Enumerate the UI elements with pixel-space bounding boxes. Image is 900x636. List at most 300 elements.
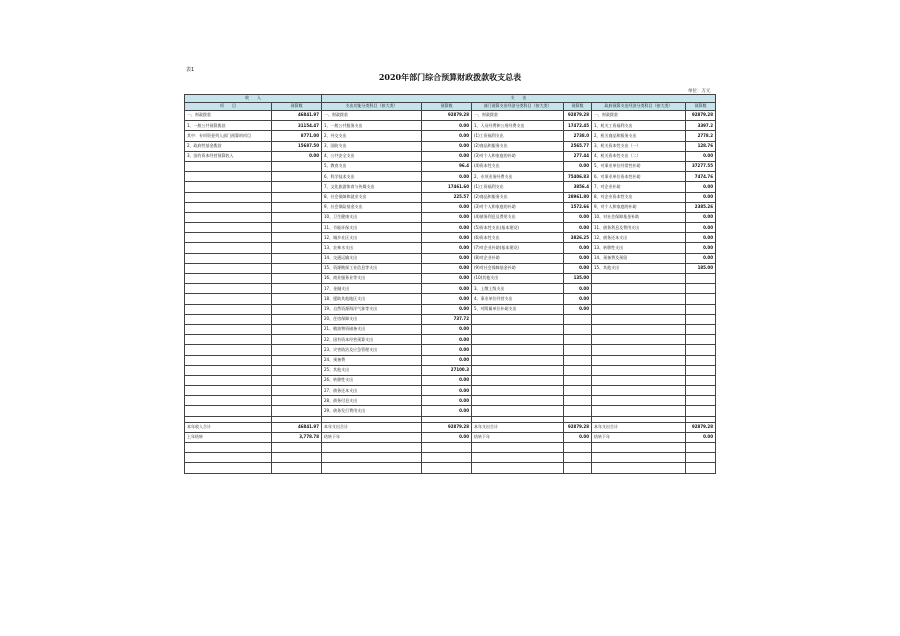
item-cell: 21、粮油物资储备支出 (322, 324, 422, 334)
item-cell (472, 406, 564, 416)
amount-cell: 0.00 (422, 355, 472, 365)
item-cell: 3、国有资本经营预算收入 (185, 151, 272, 161)
amount-cell: 0.00 (686, 151, 716, 161)
empty-cell (422, 443, 472, 453)
amount-cell (272, 406, 322, 416)
item-cell: 15、其他支出 (592, 263, 686, 273)
table-row (185, 386, 716, 396)
item-cell: (2)商品和服务支出 (472, 141, 564, 151)
amount-cell: 3397.2 (686, 121, 716, 131)
amount-cell (686, 355, 716, 365)
amount-cell (272, 386, 322, 396)
item-cell (592, 335, 686, 345)
item-cell: 12、债务还本支出 (592, 233, 686, 243)
table-row (185, 304, 716, 314)
empty-cell (472, 453, 564, 463)
item-cell (592, 274, 686, 284)
amount-cell: 737.72 (422, 314, 472, 324)
item-cell: 16、商业服务业等支出 (322, 274, 422, 284)
amount-cell (686, 406, 716, 416)
item-cell (592, 284, 686, 294)
amount-cell (686, 345, 716, 355)
amount-cell (272, 304, 322, 314)
empty-cell (564, 453, 592, 463)
header-row-1 (185, 95, 716, 103)
item-cell (185, 243, 272, 253)
amount-cell: 15687.50 (272, 141, 322, 151)
item-cell: 5、对事业单位经常性补助 (592, 161, 686, 171)
amount-cell: 0.00 (422, 294, 472, 304)
table-row (185, 314, 716, 324)
amount-cell: 225.57 (422, 192, 472, 202)
table-row (185, 422, 716, 432)
item-cell (185, 386, 272, 396)
empty-cell (272, 453, 322, 463)
item-cell: (2)商品和服务支出 (472, 192, 564, 202)
item-cell: (4)债务利息及费用支出 (472, 212, 564, 222)
amount-cell: 92879.28 (686, 422, 716, 432)
amount-cell (686, 365, 716, 375)
amount-cell (272, 253, 322, 263)
item-cell: 9、对个人和家庭的补助 (592, 202, 686, 212)
empty-row (185, 463, 716, 473)
item-cell: 26、转移性支出 (322, 375, 422, 385)
table-row (185, 324, 716, 334)
table-row (185, 111, 716, 121)
empty-cell (472, 463, 564, 473)
item-cell: (4)资本性支出 (472, 161, 564, 171)
item-cell (185, 202, 272, 212)
amount-cell: 0.00 (422, 263, 472, 273)
item-cell (185, 345, 272, 355)
amount-cell: 0.00 (686, 432, 716, 442)
amount-cell: 2565.77 (564, 141, 592, 151)
item-cell (592, 294, 686, 304)
col-budget: 预算数 (564, 103, 592, 111)
empty-cell (686, 443, 716, 453)
table-row (185, 151, 716, 161)
amount-cell (272, 212, 322, 222)
amount-cell: 96.4 (422, 161, 472, 171)
amount-cell: 0.00 (422, 335, 472, 345)
amount-cell: 92879.28 (686, 111, 716, 121)
amount-cell: 0.00 (564, 263, 592, 273)
amount-cell: 92879.28 (564, 422, 592, 432)
amount-cell: 46841.97 (272, 422, 322, 432)
amount-cell: 3826.25 (564, 233, 592, 243)
item-cell: 9、社会保险基金支出 (322, 202, 422, 212)
item-cell: 1、人员经费和公用经费支出 (472, 121, 564, 131)
amount-cell: 75406.83 (564, 172, 592, 182)
empty-cell (564, 443, 592, 453)
amount-cell (686, 304, 716, 314)
amount-cell (272, 192, 322, 202)
item-cell: 24、预备费 (322, 355, 422, 365)
item-cell (472, 375, 564, 385)
item-cell: 2、外交支出 (322, 131, 422, 141)
amount-cell (686, 335, 716, 345)
amount-cell: 0.00 (422, 223, 472, 233)
table-row (185, 355, 716, 365)
empty-cell (422, 463, 472, 473)
item-cell: 13、转移性支出 (592, 243, 686, 253)
item-cell: 其中：专项资金列入部门预算的项目 (185, 131, 272, 141)
col-item: 项 目 (185, 103, 272, 111)
item-cell: 2、政府性基金拨款 (185, 141, 272, 151)
item-cell: (1)工资福利支出 (472, 131, 564, 141)
unit-label: 单位：万元 (688, 89, 711, 94)
table-row (185, 406, 716, 416)
amount-cell: 0.00 (564, 212, 592, 222)
amount-cell: 0.00 (686, 212, 716, 222)
item-cell: (5)资本性支出(基本建设) (472, 223, 564, 233)
amount-cell: 0.00 (422, 212, 472, 222)
item-cell (592, 396, 686, 406)
amount-cell: 17461.60 (422, 182, 472, 192)
item-cell (185, 284, 272, 294)
amount-cell (272, 284, 322, 294)
amount-cell: 92879.28 (422, 111, 472, 121)
col-budget: 预算数 (686, 103, 716, 111)
item-cell (592, 314, 686, 324)
amount-cell: 0.00 (422, 121, 472, 131)
expense-header: 支 出 (322, 95, 716, 103)
item-cell: 10、卫生健康支出 (322, 212, 422, 222)
item-cell: 27、债务还本支出 (322, 386, 422, 396)
empty-cell (185, 463, 272, 473)
table-row (185, 192, 716, 202)
item-cell: 3、国防支出 (322, 141, 422, 151)
item-cell: 17、金融支出 (322, 284, 422, 294)
amount-cell: 0.00 (422, 274, 472, 284)
amount-cell: 0.00 (686, 243, 716, 253)
item-cell (472, 345, 564, 355)
item-cell: (9)对社会保障基金补助 (472, 263, 564, 273)
amount-cell: 0.00 (686, 182, 716, 192)
amount-cell: 37277.55 (686, 161, 716, 171)
empty-cell (185, 443, 272, 453)
amount-cell: 0.00 (564, 284, 592, 294)
amount-cell: 0.00 (564, 294, 592, 304)
amount-cell: 0.00 (422, 324, 472, 334)
item-cell: 13、农林水支出 (322, 243, 422, 253)
amount-cell (564, 355, 592, 365)
table-row (185, 345, 716, 355)
amount-cell (564, 324, 592, 334)
item-cell: 5、对附属单位补助支出 (472, 304, 564, 314)
item-cell: 14、预备费及预留 (592, 253, 686, 263)
item-cell: 2、专项业务经费支出 (472, 172, 564, 182)
amount-cell (272, 375, 322, 385)
item-cell (592, 304, 686, 314)
table-row (185, 263, 716, 273)
item-cell: 3、上缴上级支出 (472, 284, 564, 294)
amount-cell: 27100.3 (422, 365, 472, 375)
amount-cell (686, 324, 716, 334)
empty-cell (422, 453, 472, 463)
empty-row (185, 443, 716, 453)
empty-cell (322, 443, 422, 453)
item-cell: 15、资源勘探工业信息等支出 (322, 263, 422, 273)
item-cell (185, 355, 272, 365)
item-cell: 本年支出合计 (472, 422, 564, 432)
table-row (185, 243, 716, 253)
col-budget: 预算数 (422, 103, 472, 111)
amount-cell: 92879.28 (422, 422, 472, 432)
item-cell (472, 396, 564, 406)
item-cell (472, 314, 564, 324)
item-cell (185, 294, 272, 304)
amount-cell: 0.00 (422, 345, 472, 355)
col-func-class: 支出功能分类科目（按大类） (322, 103, 422, 111)
amount-cell: 7474.76 (686, 172, 716, 182)
empty-cell (322, 453, 422, 463)
item-cell: 23、灾害防治及应急管理支出 (322, 345, 422, 355)
amount-cell: 0.00 (422, 141, 472, 151)
amount-cell (564, 406, 592, 416)
amount-cell: 185.00 (686, 263, 716, 273)
amount-cell: 0.00 (422, 253, 472, 263)
amount-cell (564, 314, 592, 324)
item-cell: (3)对个人和家庭的补助 (472, 151, 564, 161)
item-cell: 11、债务利息及费用支出 (592, 223, 686, 233)
table-row (185, 172, 716, 182)
item-cell (185, 182, 272, 192)
empty-cell (686, 453, 716, 463)
amount-cell (564, 365, 592, 375)
item-cell: 29、债务发行费用支出 (322, 406, 422, 416)
page-title: 2020年部门综合预算财政拨款收支总表 (378, 72, 522, 82)
amount-cell: 0.00 (422, 172, 472, 182)
item-cell (592, 345, 686, 355)
item-cell (185, 223, 272, 233)
item-cell: 本年收入合计 (185, 422, 272, 432)
amount-cell (272, 243, 322, 253)
amount-cell (686, 284, 716, 294)
amount-cell (272, 365, 322, 375)
amount-cell (272, 345, 322, 355)
amount-cell (686, 386, 716, 396)
amount-cell: 0.00 (422, 284, 472, 294)
table-row (185, 233, 716, 243)
table-row (185, 223, 716, 233)
amount-cell (686, 294, 716, 304)
amount-cell (272, 324, 322, 334)
item-cell: 5、教育支出 (322, 161, 422, 171)
item-cell: 28、债务付息支出 (322, 396, 422, 406)
amount-cell (272, 233, 322, 243)
item-cell (592, 365, 686, 375)
amount-cell (272, 294, 322, 304)
amount-cell: 0.00 (422, 243, 472, 253)
amount-cell (272, 172, 322, 182)
amount-cell (686, 396, 716, 406)
amount-cell (564, 386, 592, 396)
amount-cell (272, 202, 322, 212)
amount-cell (564, 375, 592, 385)
item-cell: (8)对企业补助 (472, 253, 564, 263)
item-cell: 一、财政拨款 (472, 111, 564, 121)
item-cell (185, 212, 272, 222)
item-cell (472, 355, 564, 365)
table-row (185, 212, 716, 222)
item-cell: 19、自然资源海洋气象等支出 (322, 304, 422, 314)
amount-cell (564, 335, 592, 345)
amount-cell: 0.00 (686, 253, 716, 263)
amount-cell: 0.00 (422, 131, 472, 141)
amount-cell (272, 314, 322, 324)
empty-cell (592, 463, 686, 473)
item-cell: (6)资本性支出 (472, 233, 564, 243)
item-cell: 22、国有资本经营预算支出 (322, 335, 422, 345)
amount-cell: 28961.80 (564, 192, 592, 202)
item-cell: 1、一般公共服务支出 (322, 121, 422, 131)
amount-cell (272, 182, 322, 192)
item-cell: 本年支出合计 (322, 422, 422, 432)
table-row (185, 253, 716, 263)
table-row (185, 161, 716, 171)
item-cell: 1、一般公共预算拨款 (185, 121, 272, 131)
amount-cell: 2385.26 (686, 202, 716, 212)
item-cell: 结转下年 (322, 432, 422, 442)
amount-cell: 1572.66 (564, 202, 592, 212)
item-cell: 14、交通运输支出 (322, 253, 422, 263)
col-budget: 预算数 (272, 103, 322, 111)
item-cell: 结转下年 (592, 432, 686, 442)
item-cell (185, 314, 272, 324)
item-cell (185, 396, 272, 406)
table-row (185, 396, 716, 406)
amount-cell (686, 274, 716, 284)
item-cell: 25、其他支出 (322, 365, 422, 375)
item-cell (472, 324, 564, 334)
empty-cell (472, 443, 564, 453)
table-row (185, 141, 716, 151)
item-cell (592, 324, 686, 334)
amount-cell (564, 396, 592, 406)
amount-cell: 0.00 (422, 233, 472, 243)
item-cell: 上年结转 (185, 432, 272, 442)
item-cell (185, 161, 272, 171)
item-cell: 7、文化旅游体育与传媒支出 (322, 182, 422, 192)
amount-cell: 0.00 (564, 223, 592, 233)
income-header: 收 入 (185, 95, 322, 103)
item-cell: 6、对事业单位资本性补助 (592, 172, 686, 182)
empty-cell (272, 463, 322, 473)
amount-cell: 0.00 (564, 432, 592, 442)
amount-cell (272, 335, 322, 345)
amount-cell (272, 263, 322, 273)
item-cell (185, 304, 272, 314)
header-row-2 (185, 103, 716, 111)
amount-cell (272, 161, 322, 171)
amount-cell: 31154.47 (272, 121, 322, 131)
amount-cell: 0.00 (564, 161, 592, 171)
amount-cell: 0.00 (564, 253, 592, 263)
amount-cell: 0.00 (686, 223, 716, 233)
amount-cell (686, 314, 716, 324)
table-row (185, 365, 716, 375)
item-cell (185, 192, 272, 202)
item-cell: 7、对企业补助 (592, 182, 686, 192)
empty-cell (322, 463, 422, 473)
item-cell (185, 406, 272, 416)
amount-cell: 277.44 (564, 151, 592, 161)
item-cell: (7)对企业补助(基本建设) (472, 243, 564, 253)
amount-cell: 17472.45 (564, 121, 592, 131)
empty-row (185, 453, 716, 463)
item-cell: 6、科学技术支出 (322, 172, 422, 182)
amount-cell (686, 375, 716, 385)
empty-cell (592, 453, 686, 463)
item-cell (185, 253, 272, 263)
amount-cell: 0.00 (422, 375, 472, 385)
table-row (185, 202, 716, 212)
amount-cell: 2738.0 (564, 131, 592, 141)
item-cell (472, 365, 564, 375)
table-row (185, 375, 716, 385)
item-cell: 结转下年 (472, 432, 564, 442)
amount-cell: 0.00 (422, 396, 472, 406)
amount-cell (272, 223, 322, 233)
empty-cell (686, 463, 716, 473)
empty-cell (564, 463, 592, 473)
item-cell: 20、住房保障支出 (322, 314, 422, 324)
item-cell (592, 355, 686, 365)
table-row (185, 131, 716, 141)
item-cell: 12、城乡社区支出 (322, 233, 422, 243)
item-cell: 一、财政拨款 (185, 111, 272, 121)
item-cell: 18、援助其他地区支出 (322, 294, 422, 304)
amount-cell: 0.00 (422, 432, 472, 442)
item-cell: 4、事业单位经营支出 (472, 294, 564, 304)
empty-cell (272, 443, 322, 453)
amount-cell: 0.00 (272, 151, 322, 161)
item-cell (185, 233, 272, 243)
item-cell (185, 274, 272, 284)
item-cell (185, 375, 272, 385)
amount-cell (272, 355, 322, 365)
amount-cell: 92879.28 (564, 111, 592, 121)
item-cell: 8、社会保障和就业支出 (322, 192, 422, 202)
amount-cell: 0.00 (564, 304, 592, 314)
amount-cell: 128.76 (686, 141, 716, 151)
item-cell: 1、机关工资福利支出 (592, 121, 686, 131)
item-cell: 4、机关资本性支出（二） (592, 151, 686, 161)
amount-cell: 0.00 (686, 233, 716, 243)
amount-cell: 0.00 (422, 304, 472, 314)
amount-cell (272, 274, 322, 284)
item-cell: 本年支出合计 (592, 422, 686, 432)
item-cell (185, 365, 272, 375)
item-cell: (1)工资福利支出 (472, 182, 564, 192)
table-row (185, 121, 716, 131)
item-cell (592, 386, 686, 396)
amount-cell: 2778.2 (686, 131, 716, 141)
item-cell (592, 375, 686, 385)
amount-cell: 0.00 (686, 192, 716, 202)
table-row (185, 335, 716, 345)
table-number: 表1 (186, 67, 195, 73)
amount-cell (564, 345, 592, 355)
amount-cell: 0.00 (564, 243, 592, 253)
item-cell: 8、对企业资本性支出 (592, 192, 686, 202)
amount-cell (272, 396, 322, 406)
item-cell (185, 172, 272, 182)
item-cell (472, 386, 564, 396)
budget-table (184, 94, 716, 474)
amount-cell: 8771.00 (272, 131, 322, 141)
